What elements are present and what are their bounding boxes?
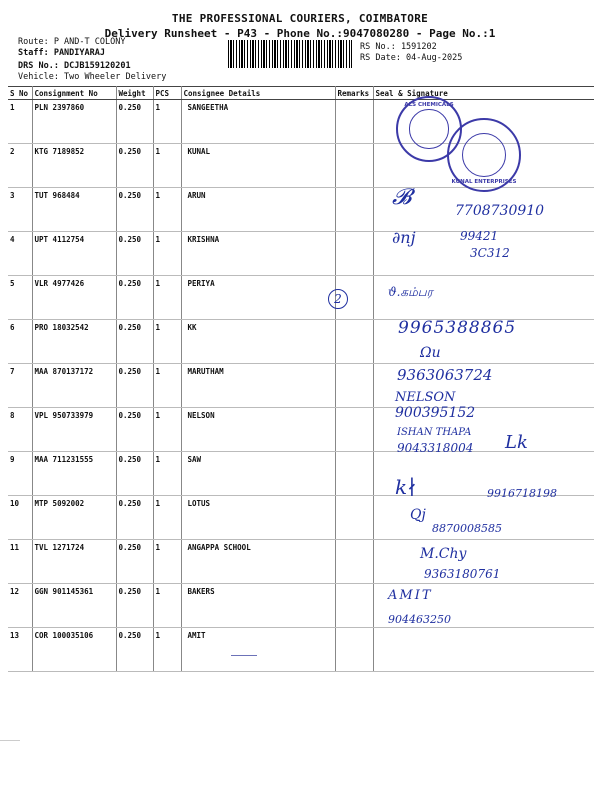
row-consignee: MARUTHAM bbox=[181, 364, 335, 408]
row-remarks bbox=[335, 628, 373, 672]
hw-row13-name: AMIT bbox=[388, 588, 433, 603]
row-pcs: 1 bbox=[153, 364, 181, 408]
hw-row4-a: 99421 bbox=[460, 229, 499, 243]
row-weight: 0.250 bbox=[116, 496, 153, 540]
row-consignee: LOTUS bbox=[181, 496, 335, 540]
row-weight: 0.250 bbox=[116, 452, 153, 496]
table-row bbox=[8, 540, 594, 584]
row-pcs: 1 bbox=[153, 276, 181, 320]
row-sno: 4 bbox=[8, 232, 32, 276]
table-row bbox=[8, 496, 594, 540]
row-weight: 0.250 bbox=[116, 364, 153, 408]
row-weight: 0.250 bbox=[116, 276, 153, 320]
row-sno: 9 bbox=[8, 452, 32, 496]
row-sno: 12 bbox=[8, 584, 32, 628]
kunal-enterprises-stamp: KUNAL ENTERPRISES bbox=[447, 118, 521, 192]
hw-row10-phone: 9916718198 bbox=[487, 487, 557, 500]
row-consignment-no: MAA 870137172 bbox=[32, 364, 116, 408]
row-pcs: 1 bbox=[153, 496, 181, 540]
row-weight: 0.250 bbox=[116, 540, 153, 584]
row-sno: 8 bbox=[8, 408, 32, 452]
row-consignee: KUNAL bbox=[181, 144, 335, 188]
row-sno: 13 bbox=[8, 628, 32, 672]
chemicals-stamp: ALS CHEMICALS bbox=[396, 96, 462, 162]
signature-row10: k∤ bbox=[395, 475, 417, 499]
col-signature: Seal & Signature bbox=[373, 87, 594, 100]
row-remarks bbox=[335, 452, 373, 496]
row-remarks bbox=[335, 100, 373, 144]
table-row bbox=[8, 276, 594, 320]
row-sno: 10 bbox=[8, 496, 32, 540]
row-remarks bbox=[335, 408, 373, 452]
row-consignee: AMIT bbox=[181, 628, 335, 672]
row-consignee: PERIYA bbox=[181, 276, 335, 320]
row-consignment-no: PRO 18032542 bbox=[32, 320, 116, 364]
signature-row4: ∂nj bbox=[392, 228, 416, 247]
table-row bbox=[8, 364, 594, 408]
table-row bbox=[8, 584, 594, 628]
col-consignee: Consignee Details bbox=[181, 87, 335, 100]
col-sno: S No bbox=[8, 87, 32, 100]
row-sno: 6 bbox=[8, 320, 32, 364]
row-remarks bbox=[335, 584, 373, 628]
col-remarks: Remarks bbox=[335, 87, 373, 100]
route-label: Route: P AND-T COLONY bbox=[18, 37, 126, 47]
drs-label: DRS No.: DCJB159120201 bbox=[18, 61, 131, 71]
row-consignment-no: GGN 901145361 bbox=[32, 584, 116, 628]
hw-row8-phone: 9003951​52 bbox=[395, 405, 476, 421]
table-row bbox=[8, 628, 594, 672]
row-weight: 0.250 bbox=[116, 188, 153, 232]
row-consignee: ARUN bbox=[181, 188, 335, 232]
row-consignee: KRISHNA bbox=[181, 232, 335, 276]
hw-row7-phone: 9363063724 bbox=[397, 366, 493, 384]
stray-mark bbox=[231, 655, 257, 656]
hw-row4-b: 3C312 bbox=[470, 246, 510, 260]
row-consignment-no: TVL 1271724 bbox=[32, 540, 116, 584]
row-consignee: NELSON bbox=[181, 408, 335, 452]
row-sno: 2 bbox=[8, 144, 32, 188]
signature-row6-script: ϑ.கம்பர bbox=[388, 285, 433, 299]
row-consignee: ANGAPPA SCHOOL bbox=[181, 540, 335, 584]
vehicle-label: Vehicle: Two Wheeler Delivery bbox=[18, 72, 167, 82]
row-weight: 0.250 bbox=[116, 628, 153, 672]
table-header-row bbox=[8, 87, 594, 100]
row-consignment-no: COR 100035106 bbox=[32, 628, 116, 672]
barcode bbox=[228, 40, 352, 68]
row-weight: 0.250 bbox=[116, 320, 153, 364]
circled-mark: 2 bbox=[328, 289, 348, 309]
row-pcs: 1 bbox=[153, 320, 181, 364]
row-consignee: KK bbox=[181, 320, 335, 364]
signature-row3: 𝓑 bbox=[392, 185, 412, 210]
rs-date: RS Date: 04-Aug-2025 bbox=[360, 53, 463, 63]
row-consignee: SAW bbox=[181, 452, 335, 496]
signature-row11: Qj bbox=[410, 507, 426, 523]
row-consignment-no: PLN 2397860 bbox=[32, 100, 116, 144]
row-remarks bbox=[335, 232, 373, 276]
row-weight: 0.250 bbox=[116, 144, 153, 188]
hw-row9-name: ISHAN THAPA bbox=[397, 427, 472, 438]
hw-row13-phone: 904463250 bbox=[388, 613, 451, 626]
row-consignment-no: UPT 4112754 bbox=[32, 232, 116, 276]
row-consignment-no: VLR 4977426 bbox=[32, 276, 116, 320]
row-remarks bbox=[335, 144, 373, 188]
row-weight: 0.250 bbox=[116, 584, 153, 628]
hw-row9-phone: 9043318004 bbox=[397, 441, 474, 455]
row-pcs: 1 bbox=[153, 232, 181, 276]
signature-row7: Ωu bbox=[420, 345, 441, 361]
company-title: THE PROFESSIONAL COURIERS, COIMBATORE bbox=[171, 12, 429, 25]
col-weight: Weight bbox=[116, 87, 153, 100]
row-remarks bbox=[335, 188, 373, 232]
row-pcs: 1 bbox=[153, 144, 181, 188]
row-consignment-no: MTP 5092002 bbox=[32, 496, 116, 540]
row-pcs: 1 bbox=[153, 408, 181, 452]
hw-row12-name: M.Chy bbox=[420, 546, 467, 562]
row-pcs: 1 bbox=[153, 540, 181, 584]
row-consignee: BAKERS bbox=[181, 584, 335, 628]
staff-label: Staff: PANDIYARAJ bbox=[18, 48, 105, 58]
row-weight: 0.250 bbox=[116, 408, 153, 452]
hw-row12-phone: 9363180761 bbox=[424, 567, 501, 581]
row-remarks bbox=[335, 496, 373, 540]
row-sno: 7 bbox=[8, 364, 32, 408]
row-pcs: 1 bbox=[153, 628, 181, 672]
row-sno: 3 bbox=[8, 188, 32, 232]
row-consignment-no: KTG 7189852 bbox=[32, 144, 116, 188]
row-signature bbox=[373, 628, 594, 672]
row-pcs: 1 bbox=[153, 100, 181, 144]
row-sno: 5 bbox=[8, 276, 32, 320]
row-sno: 11 bbox=[8, 540, 32, 584]
row-pcs: 1 bbox=[153, 188, 181, 232]
hw-row3-phone: 7708730910 bbox=[455, 203, 545, 219]
edge-mark bbox=[0, 740, 20, 741]
row-consignment-no: MAA 711231555 bbox=[32, 452, 116, 496]
row-consignee: SANGEETHA bbox=[181, 100, 335, 144]
hw-row6-phone: 9965388865 bbox=[398, 318, 517, 338]
row-remarks bbox=[335, 364, 373, 408]
hw-row11-phone: 8870008585 bbox=[432, 522, 502, 535]
row-weight: 0.250 bbox=[116, 232, 153, 276]
row-weight: 0.250 bbox=[116, 100, 153, 144]
row-consignment-no: TUT 968484 bbox=[32, 188, 116, 232]
row-remarks bbox=[335, 320, 373, 364]
row-remarks bbox=[335, 540, 373, 584]
hw-row8-name: NELSON bbox=[395, 390, 456, 405]
row-pcs: 1 bbox=[153, 584, 181, 628]
col-pcs: PCS bbox=[153, 87, 181, 100]
row-pcs: 1 bbox=[153, 452, 181, 496]
row-consignment-no: VPL 950733979 bbox=[32, 408, 116, 452]
col-consignment: Consignment No bbox=[32, 87, 116, 100]
runsheet-title: Delivery Runsheet - P43 - Phone No.:9047080280 - Page No.:1 bbox=[104, 27, 496, 40]
rs-number: RS No.: 1591202 bbox=[360, 42, 437, 52]
row-sno: 1 bbox=[8, 100, 32, 144]
signature-row9: Lk bbox=[505, 432, 528, 453]
